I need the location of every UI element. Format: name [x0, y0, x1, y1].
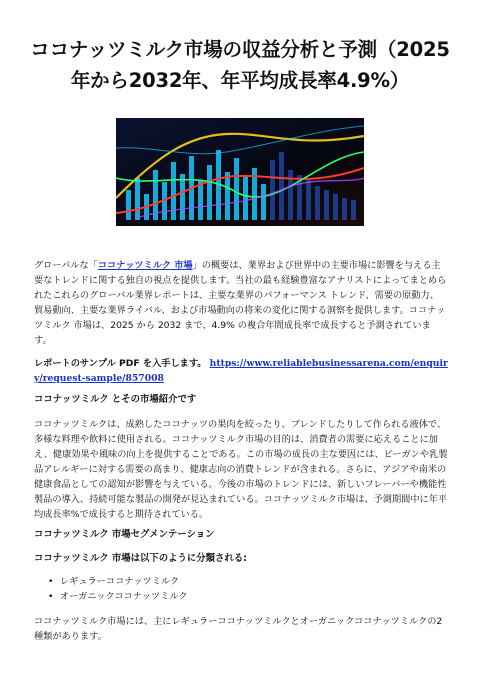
stock-chart-image: [116, 118, 364, 226]
closing-text: ココナッツミルク市場には、主にレギュラーココナッツミルクとオーガニックココナッツミルクの2種類があります。: [34, 616, 443, 642]
title-line-2: 年から2032年、年平均成長率4.9%）: [70, 69, 410, 92]
market-link[interactable]: ココナッツミルク 市場: [97, 260, 193, 271]
chart-bar: [207, 165, 212, 220]
segment-list: [46, 574, 188, 604]
page-title: [20, 34, 460, 96]
chart-bar: [234, 158, 239, 220]
stock-chart-graphic: [116, 118, 364, 226]
intro-paragraph: [34, 258, 448, 348]
chart-bar: [333, 194, 338, 220]
list-item: • オーガニックココナッツミルク: [46, 589, 188, 604]
title-line-1: ココナッツミルク市場の収益分析と予測（2025: [30, 38, 450, 61]
chart-bar: [126, 190, 131, 220]
chart-bar: [351, 200, 356, 220]
list-item: • レギュラーココナッツミルク: [46, 574, 188, 589]
about-paragraph: [34, 417, 448, 522]
chart-bar: [342, 198, 347, 220]
intro-text: 」の概要は、業界および世界中の主要市場に影響を与える主要なトレンドに関する独自の視点を提供します。当社の最も経験豊富なアナリストによってまとめられたこれらのグローバル業界レポートは、主要な業界のパフォーマンス トレンド、需要の原動力、貿易動向、主要な業界ライバル、および市場動向の将来の変化に関する洞察を提供します。ココナッツミルク 市場は、2025 から 2032 まで、4.9% の複合年間成長率で成長すると予測されています。: [34, 260, 447, 346]
chart-bar: [225, 172, 230, 220]
chart-bar: [135, 178, 140, 220]
sample-request-link[interactable]: https://www.reliablebusinessarena.com/enquiry/request-sample/857008: [34, 358, 448, 384]
chart-bar: [306, 180, 311, 220]
chart-bar: [279, 152, 284, 220]
chart-bar: [324, 190, 329, 220]
classification-heading: ココナッツミルク 市場は以下のように分類される:: [34, 553, 247, 564]
intro-prefix: グローバルな「: [34, 260, 98, 271]
chart-bar: [270, 160, 275, 220]
segmentation-heading: ココナッツミルク 市場セグメンテーション: [34, 529, 215, 540]
sample-label: レポートのサンプル PDF を入手します。: [34, 358, 207, 369]
chart-bar: [171, 162, 176, 220]
chart-bar: [180, 174, 185, 220]
chart-bar: [243, 176, 248, 220]
chart-bar: [315, 186, 320, 220]
chart-bar: [261, 184, 266, 220]
sample-request: [34, 356, 448, 386]
segmentation-closing: [34, 614, 448, 644]
about-heading: ココナッツミルク とその市場紹介です: [34, 394, 197, 405]
about-text: ココナッツミルクは、成熟したココナッツの果肉を絞ったり、ブレンドしたりして作られる液体で、多様な料理や飲料に使用される。ココナッツミルク市場の目的は、消費者の需要に応えることに加え、健康効果や風味の向上を提供することである。この市場の成長の主な要因には、ビーガンや乳製品アレルギーに対する需要の高まり、健康志向の消費トレンドが含まれる。さらに、アジアや南米の健康食品としての認知が影響を与えている。今後の市場のトレンドには、新しいフレーバーや機能性製品の導入、持続可能な製品の開発が見込まれている。ココナッツミルク市場は、予測期間中に年平均成長率%で成長すると期待されている。: [34, 419, 448, 520]
